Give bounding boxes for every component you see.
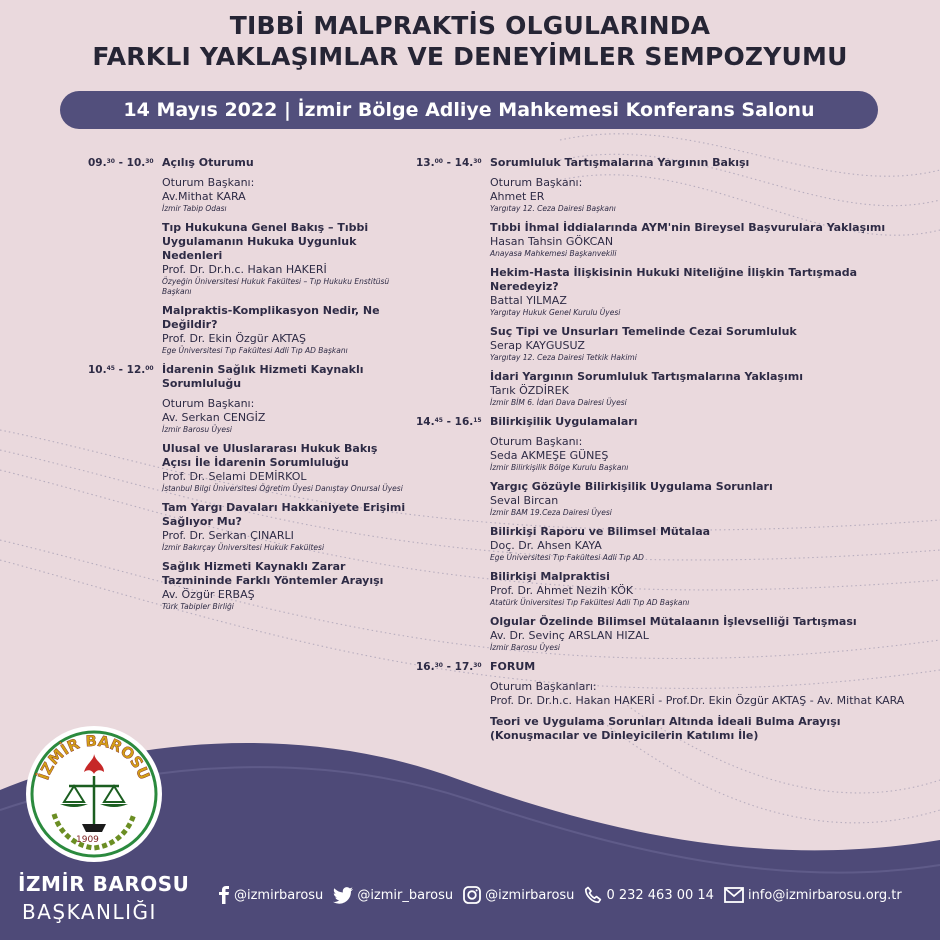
instagram-handle: @izmirbarosu	[485, 887, 575, 903]
facebook-icon	[218, 886, 230, 904]
talk-title: Olgular Özelinde Bilimsel Mütalaanın İşlevselliği Tartışması	[490, 615, 857, 628]
email-contact[interactable]	[724, 887, 902, 903]
speaker-affiliation: İzmir Bilirkişilik Bölge Kurulu Başkanı	[490, 463, 629, 472]
date-venue-banner: 14 Mayıs 2022 | İzmir Bölge Adliye Mahkemesi Konferans Salonu	[60, 91, 878, 129]
talk-item	[490, 525, 906, 563]
speaker-affiliation: İzmir Barosu Üyesi	[490, 643, 560, 652]
session-talks	[490, 176, 906, 408]
time-end: 14.	[454, 157, 474, 169]
speaker-name: Prof. Dr. Serkan ÇINARLI	[162, 529, 294, 542]
twitter-icon	[333, 887, 353, 904]
speaker-name: Prof. Dr. Dr.h.c. Hakan HAKERİ	[162, 263, 327, 276]
speaker-name: Tarık ÖZDİREK	[490, 384, 569, 397]
talk-item	[162, 397, 406, 435]
speaker-affiliation: Özyeğin Üniversitesi Hukuk Fakültesi – Tıp Hukuku Enstitüsü Başkanı	[162, 277, 390, 296]
speaker-name: Av. Dr. Sevinç ARSLAN HIZAL	[490, 629, 649, 642]
talk-item	[490, 570, 906, 608]
talk-title: Yargıç Gözüyle Bilirkişilik Uygulama Sorunları	[490, 480, 773, 493]
speaker-affiliation: Atatürk Üniversitesi Tıp Fakültesi Adli Tıp AD Başkanı	[490, 598, 690, 607]
session-time	[88, 156, 154, 170]
time-start: 13.	[416, 157, 435, 169]
organization-subtitle: BAŞKANLIĞI	[22, 900, 157, 924]
session-talks	[162, 176, 406, 356]
time-end-minutes: 15	[473, 417, 482, 424]
svg-text:1909: 1909	[76, 835, 99, 845]
speaker-name: Hasan Tahsin GÖKCAN	[490, 235, 614, 248]
session-title: FORUM	[490, 660, 536, 673]
speaker-name: Serap KAYGUSUZ	[490, 339, 585, 352]
talk-title: Sağlık Hizmeti Kaynaklı Zarar Tazmininde Farklı Yöntemler Arayışı	[162, 560, 384, 587]
speaker-name: Prof. Dr. Ahmet Nezih KÖK	[490, 584, 634, 597]
speaker-affiliation: Ege Üniversitesi Tıp Fakültesi Adli Tıp AD	[490, 553, 644, 562]
twitter-handle: @izmir_barosu	[357, 887, 454, 903]
session-title: İdarenin Sağlık Hizmeti Kaynaklı Sorumluluğu	[162, 363, 364, 390]
speaker-name: Seda AKMEŞE GÜNEŞ	[490, 449, 609, 462]
talk-title: Suç Tipi ve Unsurları Temelinde Cezai Sorumluluk	[490, 325, 797, 338]
talk-item	[162, 304, 406, 356]
time-start: 09.	[88, 157, 107, 169]
time-start: 10.	[88, 364, 107, 376]
talk-title: Ulusal ve Uluslararası Hukuk Bakış Açısı İle İdarenin Sorumluluğu	[162, 442, 378, 469]
time-start-minutes: 30	[106, 158, 115, 165]
time-end-minutes: 00	[145, 365, 154, 372]
talk-title: Bilirkişi Malpraktisi	[490, 570, 610, 583]
talk-item	[162, 221, 406, 297]
session-title: Bilirkişilik Uygulamaları	[490, 415, 638, 428]
instagram-icon	[463, 886, 481, 904]
speaker-name: Av. Özgür ERBAŞ	[162, 588, 255, 601]
event-title-line-2: FARKLI YAKLAŞIMLAR VE DENEYİMLER SEMPOZYUMU	[92, 42, 848, 71]
talk-item	[490, 370, 906, 408]
session-time	[88, 363, 154, 377]
speaker-name: Av. Serkan CENGİZ	[162, 411, 266, 424]
email-address: info@izmirbarosu.org.tr	[747, 887, 902, 903]
session-title: Sorumluluk Tartışmalarına Yargının Bakışı	[490, 156, 750, 169]
session-time	[416, 415, 482, 429]
talk-item	[162, 560, 406, 612]
talk-item	[490, 615, 906, 653]
speaker-affiliation: İzmir BİM 6. İdari Dava Dairesi Üyesi	[490, 398, 627, 407]
speaker-name: Prof. Dr. Ekin Özgür AKTAŞ	[162, 332, 306, 345]
talk-title: Tıbbi İhmal İddialarında AYM'nin Bireysel Başvurulara Yaklaşımı	[490, 221, 886, 234]
talk-title: İdari Yargının Sorumluluk Tartışmalarına Yaklaşımı	[490, 370, 803, 383]
time-start-minutes: 45	[106, 365, 115, 372]
chair-label: Oturum Başkanları:	[490, 680, 597, 693]
chair-label: Oturum Başkanı:	[490, 435, 583, 448]
session-time	[416, 156, 482, 170]
time-end: 16.	[454, 416, 474, 428]
speaker-affiliation: İzmir BAM 19.Ceza Dairesi Üyesi	[490, 508, 612, 517]
speaker-name: Prof. Dr. Selami DEMİRKOL	[162, 470, 307, 483]
time-end-minutes: 30	[145, 158, 154, 165]
speaker-affiliation: Ege Üniversitesi Tıp Fakültesi Adli Tıp AD Başkanı	[162, 346, 348, 355]
talk-item	[162, 501, 406, 553]
time-end-minutes: 30	[473, 662, 482, 669]
time-start-minutes: 30	[434, 662, 443, 669]
time-separator: -	[442, 661, 455, 673]
talk-title: Teori ve Uygulama Sorunları Altında İdeali Bulma Arayışı (Konuşmacılar ve Dinleyicilerin Katılımı İle)	[490, 715, 841, 742]
speaker-name: Av.Mithat KARA	[162, 190, 246, 203]
speaker-name: Prof. Dr. Dr.h.c. Hakan HAKERİ - Prof.Dr. Ekin Özgür AKTAŞ - Av. Mithat KARA	[490, 694, 905, 707]
time-start: 16.	[416, 661, 435, 673]
session-title: Açılış Oturumu	[162, 156, 254, 169]
session-block	[416, 415, 906, 653]
session-talks	[490, 435, 906, 653]
time-separator: -	[114, 157, 127, 169]
chair-label: Oturum Başkanı:	[162, 397, 255, 410]
phone-number: 0 232 463 00 14	[606, 887, 714, 903]
svg-text:İZMİR BAROSU: İZMİR BAROSU	[34, 731, 154, 783]
chair-label: Oturum Başkanı:	[490, 176, 583, 189]
time-start: 14.	[416, 416, 435, 428]
speaker-affiliation: İstanbul Bilgi Üniversitesi Öğretim Üyesi Danıştay Onursal Üyesi	[162, 484, 403, 493]
speaker-affiliation: İzmir Tabip Odası	[162, 204, 227, 213]
time-end-minutes: 30	[473, 158, 482, 165]
talk-item	[490, 480, 906, 518]
talk-item	[490, 176, 906, 214]
event-title-line-1: TIBBİ MALPRAKTİS OLGULARINDA	[229, 11, 711, 40]
talk-title: Bilirkişi Raporu ve Bilimsel Mütalaa	[490, 525, 711, 538]
talk-item	[162, 442, 406, 494]
twitter-contact[interactable]	[333, 887, 453, 904]
speaker-affiliation: Anayasa Mahkemesi Başkanvekili	[490, 249, 617, 258]
session-block	[88, 363, 406, 612]
talk-item	[162, 176, 406, 214]
time-separator: -	[442, 157, 455, 169]
time-separator: -	[442, 416, 455, 428]
talk-title: Hekim-Hasta İlişkisinin Hukuki Niteliğine İlişkin Tartışmada Neredeyiz?	[490, 266, 858, 293]
facebook-contact[interactable]	[218, 886, 323, 904]
event-title	[0, 10, 940, 72]
phone-icon	[584, 886, 602, 904]
speaker-affiliation: İzmir Bakırçay Üniversitesi Hukuk Fakültesi	[162, 543, 325, 552]
talk-item	[490, 325, 906, 363]
speaker-affiliation: Türk Tabipler Birliği	[162, 602, 234, 611]
time-start-minutes: 45	[434, 417, 443, 424]
speaker-affiliation: İzmir Barosu Üyesi	[162, 425, 232, 434]
chair-label: Oturum Başkanı:	[162, 176, 255, 189]
session-block	[416, 156, 906, 408]
session-talks	[162, 397, 406, 612]
program-right-column	[416, 156, 906, 750]
organization-name: İZMİR BAROSU	[18, 872, 190, 896]
contact-bar	[218, 884, 912, 906]
speaker-name: Ahmet ER	[490, 190, 545, 203]
speaker-affiliation: Yargıtay 12. Ceza Dairesi Tetkik Hakimi	[490, 353, 637, 362]
instagram-contact[interactable]	[463, 886, 574, 904]
time-end: 17.	[454, 661, 474, 673]
talk-item	[490, 435, 906, 473]
talk-title: Tam Yargı Davaları Hakkaniyete Erişimi Sağlıyor Mu?	[162, 501, 406, 528]
session-block	[88, 156, 406, 356]
speaker-name: Doç. Dr. Ahsen KAYA	[490, 539, 602, 552]
talk-item	[490, 221, 906, 259]
time-end: 10.	[126, 157, 146, 169]
izmir-barosu-logo	[24, 724, 164, 864]
speaker-affiliation: Yargıtay Hukuk Genel Kurulu Üyesi	[490, 308, 621, 317]
program-left-column	[88, 156, 406, 619]
talk-title: Malpraktis-Komplikasyon Nedir, Ne Değildir?	[162, 304, 380, 331]
time-start-minutes: 00	[434, 158, 443, 165]
talk-item	[490, 266, 906, 318]
email-icon	[724, 887, 744, 903]
speaker-affiliation: Yargıtay 12. Ceza Dairesi Başkanı	[490, 204, 616, 213]
facebook-handle: @izmirbarosu	[234, 887, 324, 903]
speaker-name: Seval Bircan	[490, 494, 559, 507]
phone-contact[interactable]	[584, 886, 714, 904]
session-time	[416, 660, 482, 674]
talk-title: Tıp Hukukuna Genel Bakış – Tıbbi Uygulamanın Hukuka Uygunluk Nedenleri	[162, 221, 369, 262]
time-end: 12.	[126, 364, 146, 376]
time-separator: -	[114, 364, 127, 376]
speaker-name: Battal YILMAZ	[490, 294, 567, 307]
